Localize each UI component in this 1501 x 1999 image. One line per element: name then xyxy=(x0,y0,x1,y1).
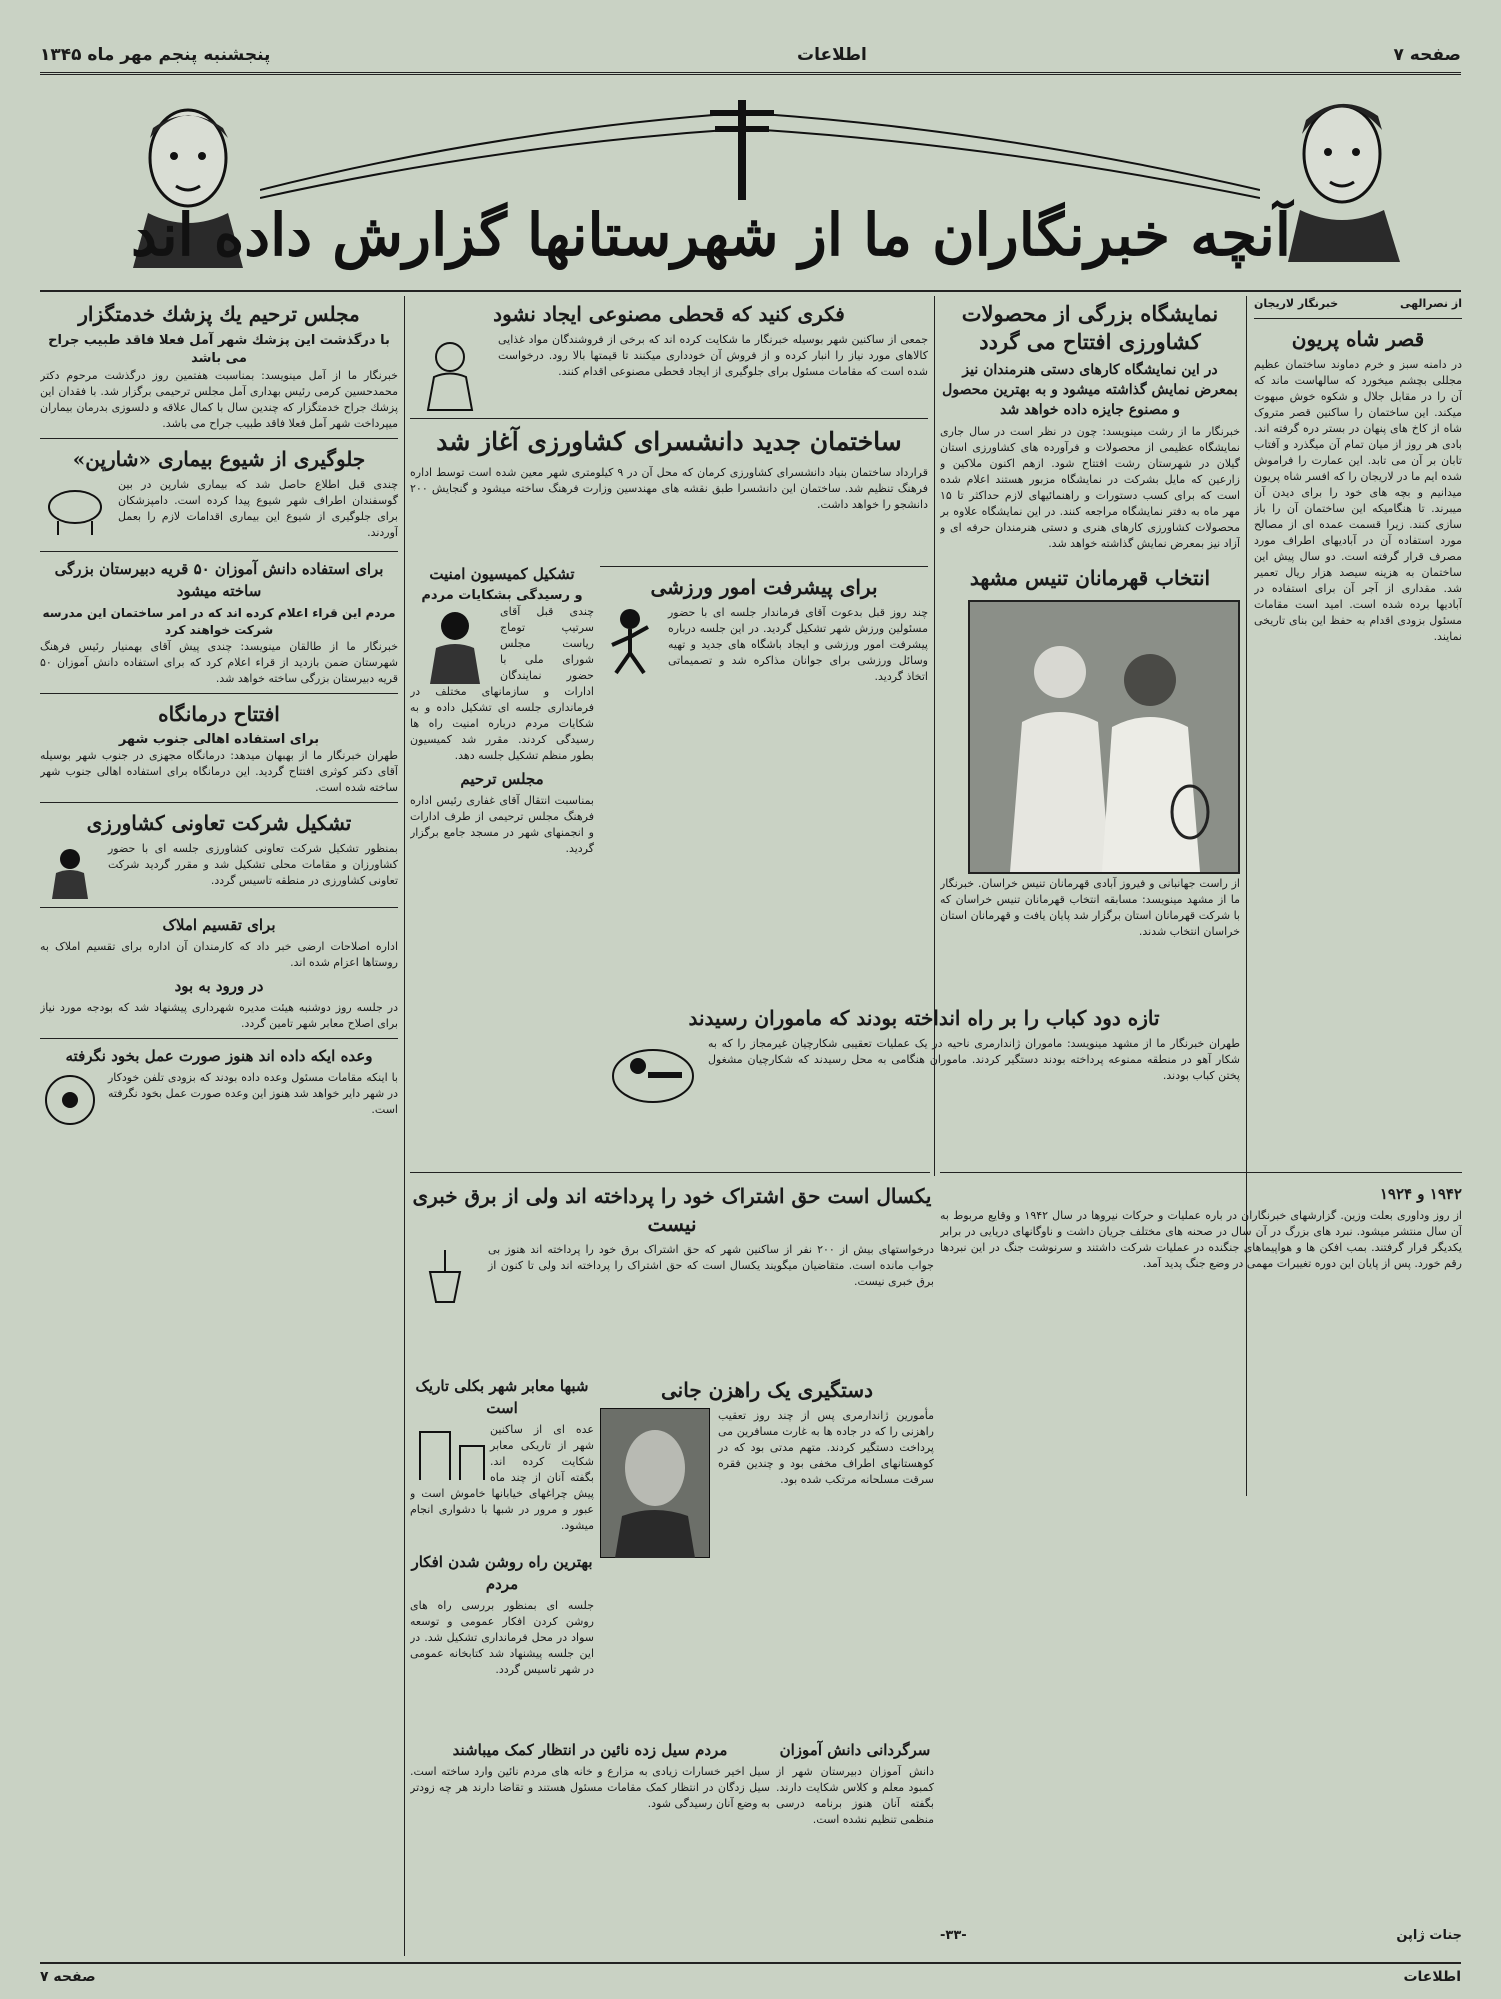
tennis-caption-text: از راست جهانبانی و فیروز آبادی قهرمانان تنیس خراسان. خبرنگار ما از مشهد مینویسد: مسابقه انتخاب قهرمانان تنیس خراسان که با شرکت قهرمانان استان برگزار شد پایان یافت و قهرمانان استان خراسان انتخاب شدند. xyxy=(940,877,1240,938)
divider xyxy=(1254,318,1462,319)
column-3-top xyxy=(410,296,928,556)
headline-bandit: دستگیری یک راهزن جانی xyxy=(660,1378,873,1402)
article-disease-body: چندی قبل اطلاع حاصل شد که بیماری شارپن در بین گوسفندان اطراف شهر شیوع پیدا کرده است. دامپزشکان برای جلوگیری از شیوع این بیماری اقدامات لازم را بعمل آوردند. xyxy=(118,478,398,539)
electricity-article xyxy=(410,1178,934,1368)
sheep-illustration-icon xyxy=(40,477,110,537)
headline-highschool: برای استفاده دانش آموزان ۵۰ قریه دبیرستان بزرگی ساخته میشود xyxy=(54,560,384,600)
hunter-illustration-icon xyxy=(608,1036,698,1106)
kabob-article xyxy=(608,1000,1240,1170)
soldier-illustration-icon xyxy=(410,604,500,684)
lamp-illustration-icon xyxy=(410,1242,480,1322)
headline-war: ۱۹۴۲ و ۱۹۲۴ xyxy=(1379,1185,1462,1203)
article-arrival-body: در جلسه روز دوشنبه هیئت مدیره شهرداری پیشنهاد شد که بودجه مورد نیاز برای اصلاح معابر شهر تامین گردد. xyxy=(40,1001,398,1030)
school-article xyxy=(776,1736,934,1956)
headline-land: برای تقسیم املاک xyxy=(162,916,276,934)
subhead-highschool: مردم این قراء اعلام کرده اند که در امر ساختمان این مدرسه شرکت خواهند کرد xyxy=(42,606,396,637)
athlete-illustration-icon xyxy=(600,605,660,675)
headline-disease: جلوگیری از شیوع بیماری «شارپن» xyxy=(72,447,366,471)
bandit-article xyxy=(600,1372,934,1732)
headline-famine: فکری کنید که قحطی مصنوعی ایجاد نشود xyxy=(493,302,845,326)
footer-paper: اطلاعات xyxy=(1403,1969,1461,1985)
headline-promise: وعده ایکه داده اند هنوز صورت عمل بخود نگرفته xyxy=(65,1047,373,1065)
divider xyxy=(40,907,398,908)
subhead-clinic: برای استفاده اهالی جنوب شهر xyxy=(118,732,320,747)
article-electricity-body: درخواستهای بیش از ۲۰۰ نفر از ساکنین شهر که حق اشتراک برق خود را پرداخته اند هنوز بی جواب مانده است. متقاضیان میگویند یکسال است که حق اشتراک را پرداخته اند ولی تا کنون از برق خبری نیست. xyxy=(488,1243,934,1288)
article-land-body: اداره اصلاحات ارضی خبر داد که کارمندان آن اداره برای تقسیم املاک به روستاها اعزام شده اند. xyxy=(40,940,398,969)
article-doctor-body: خبرنگار ما از آمل مینویسد: بمناسبت هفتمین روز درگذشت مرحوم دکتر محمدحسین کرمی رئیس بهداری آمل مجلس ترحیمی برگزار شد. با فقدان این پزشك جراح خدمتگزار که چندین سال با کمال علاقه و دلسوزی بدرمان بیماران میپرداخت شهر آمل فعلا فاقد طبیب جراح می باشد. xyxy=(40,369,398,430)
bandit-photo-icon xyxy=(600,1408,710,1558)
street-lamp-icon xyxy=(410,1422,490,1482)
column-3-middle xyxy=(600,560,928,950)
page-number: صفحه ۷ xyxy=(1393,45,1461,65)
article-promise-body: با اینکه مقامات مسئول وعده داده بودند که بزودی تلفن خودکار در شهر دایر خواهد شد هنوز این وعده صورت عمل بخود نگرفته است. xyxy=(108,1071,398,1116)
divider xyxy=(40,551,398,552)
article-famine-body: جمعی از ساکنین شهر بوسیله خبرنگار ما شکایت کرده اند که برخی از فروشندگان مواد غذایی کالاهای مورد نیاز را انبار کرده و از فروش آن خودداری میکنند تا قیمتها بالا رود. درخواست شده است که مقامات مسئول برای جلوگیری از ایجاد قحطی مصنوعی اقدام کنند. xyxy=(498,333,928,378)
article-security-body: چندی قبل آقای سرتیپ توماج ریاست مجلس شورای ملی با حضور نمایندگان ادارات و سازمانهای مختلف در فرمانداری جلسه ای تشکیل داده و به شکایات مردم درباره امنیت راه ها رسیدگی کردند. مقرر شد کمیسیون بطور منظم تشکیل جلسه دهد. xyxy=(410,605,594,762)
article-memorial-body: بمناسبت انتقال آقای غفاری رئیس اداره فرهنگ مجلس ترحیمی از طرف ادارات و انجمنهای شهر در مسجد جامع برگزار گردید. xyxy=(410,794,594,855)
article-cooperative-body: بمنظور تشکیل شرکت تعاونی کشاورزی جلسه ای با حضور کشاورزان و مقامات محلی تشکیل شد و مقرر گردید شرکت تعاونی کشاورزی در منطقه تاسیس گردد. xyxy=(108,842,398,887)
byline-author: از نصرالهی xyxy=(1399,297,1462,310)
page-header xyxy=(40,38,1461,75)
telegraph-wires-icon xyxy=(260,90,1260,200)
divider xyxy=(410,1172,930,1173)
war-signature-text: جنات ژاپن xyxy=(1396,1928,1462,1943)
article-flood-body: سیل اخیر خسارات زیادی به مزارع و خانه های مردم نائین وارد ساخته است. سیل زدگان در انتظار کمک مقامات مسئول هستند و تقاضا دارند هر چه زودتر به وضع آنان رسیدگی شود. xyxy=(410,1765,770,1810)
column-divider xyxy=(404,296,405,1956)
telephone-icon xyxy=(40,1070,100,1130)
divider xyxy=(940,1172,1462,1173)
column-2-top xyxy=(940,296,1240,556)
byline xyxy=(1254,296,1462,312)
headline-dark-streets: شبها معابر شهر بکلی تاریک است xyxy=(415,1377,589,1417)
column-4 xyxy=(40,296,398,1956)
tennis-title-box xyxy=(940,560,1240,590)
flood-article xyxy=(410,1736,770,1956)
headline-exhibition: نمایشگاه بزرگی از محصولات کشاورزی افتتاح می گردد xyxy=(961,301,1219,354)
headline-school: سرگردانی دانش آموزان xyxy=(779,1741,931,1759)
headline-tennis: انتخاب قهرمانان تنیس مشهد xyxy=(969,566,1211,590)
headline-doctor: مجلس ترحیم یك پزشك خدمتگزار xyxy=(78,302,360,326)
subhead-doctor: با درگذشت این پزشك شهر آمل فعلا فاقد طبیب جراح می باشد xyxy=(48,333,390,366)
headline-security: تشکیل کمیسیون امنیت xyxy=(429,565,575,583)
headline-ideas: بهترین راه روشن شدن افکار مردم xyxy=(411,1553,593,1593)
war-article xyxy=(940,1180,1462,1950)
divider xyxy=(410,418,928,419)
column-3-security xyxy=(410,560,594,950)
article-school-body: دانش آموزان دبیرستان شهر از کمبود معلم و کلاس شکایت دارند. بگفته آنان هنوز برنامه درسی منظمی تنظیم نشده است. xyxy=(776,1765,934,1826)
banner-title: آنچه خبرنگاران ما از شهرستانها گزارش داده اند xyxy=(131,201,1291,269)
article-war-body: از روز وداوری بعلت وزین. گزارشهای خبرنگاران در باره عملیات و حرکات نیروها در سال ۱۹۴۲ و وقایع مربوط به آن سال منتشر میشود. نبرد های بزرگ در آن سال در صحنه های مختلف جریان داشت و ناوگانهای دریایی در برابر یکدیگر قرار گرفتند. بمب افکن ها و هواپیماهای جنگنده در عملیات شرکت داشتند و سرنوشت جنگ در این نبردها رقم خورد. پس از پایان این دوره تغییرات مهمی در وضع جنگ پدید آمد. xyxy=(940,1209,1462,1270)
paper-name: اطلاعات xyxy=(797,45,867,65)
ideas-article xyxy=(410,1548,594,1728)
column-divider xyxy=(934,296,935,1176)
byline-role: خبرنگار لاریجان xyxy=(1254,297,1339,310)
headline-sports: برای پیشرفت امور ورزشی xyxy=(650,575,878,599)
headline-arrival: در ورود به بود xyxy=(174,977,264,995)
divider xyxy=(40,802,398,803)
article-kabob-body: طهران خبرنگار ما از مشهد مینویسد: ماموران ژاندارمری ناحیه در یک عملیات تعقیبی شکارچیان غیرمجاز را که به شکار آهو در منطقه ممنوعه پرداخته بودند دستگیر کردند. ماموران هنگامی به محل رسیدند که شکارچیان مشغول پختن کباب بودند. xyxy=(708,1037,1240,1082)
divider xyxy=(40,438,398,439)
reporter-portrait-right-icon xyxy=(1280,92,1410,262)
tennis-players-icon xyxy=(970,602,1238,872)
war-page-number: -۳۳- xyxy=(940,1928,967,1943)
war-signature xyxy=(940,1928,1462,1944)
section-banner xyxy=(40,80,1461,292)
article-clinic-body: طهران خبرنگار ما از بهبهان میدهد: درمانگاه مجهزی در جنوب شهر بوسیله آقای دکتر کوثری افتتاح گردید. این درمانگاه برای استفاده اهالی جنوب شهر ساخته شده است. xyxy=(40,749,398,794)
divider xyxy=(40,693,398,694)
article-ideas-body: جلسه ای بمنظور بررسی راه های روشن کردن افکار عمومی و توسعه سواد در محل فرمانداری تشکیل شد. در این جلسه پیشنهاد شد کتابخانه عمومی در شهر تاسیس گردد. xyxy=(410,1599,594,1676)
tennis-caption xyxy=(940,876,1240,996)
article-dark-streets-body: عده ای از ساکنین شهر از تاریکی معابر شکایت کرده اند. بگفته آنان از چند ماه پیش چراغهای خیابانها خاموش است و عبور و مرور در شبها با دشواری انجام میشود. xyxy=(410,1423,594,1532)
article-sports-body: چند روز قبل بدعوت آقای فرماندار جلسه ای با حضور مسئولین ورزش شهر تشکیل گردید. در این جلسه درباره پیشرفت امور ورزشی و ایجاد باشگاه های جدید و تهیه وسائل ورزشی برای جوانان مذاکره شد و تصمیماتی اتخاذ گردید. xyxy=(668,606,928,683)
headline-clinic: افتتاح درمانگاه xyxy=(158,702,280,726)
page-footer xyxy=(40,1962,1461,1990)
headline-electricity: یکسال است حق اشتراک خود را پرداخته اند ولی از برق خبری نیست xyxy=(412,1184,932,1236)
headline-memorial: مجلس ترحیم xyxy=(460,770,544,788)
headline-cooperative: تشکیل شرکت تعاونی کشاورزی xyxy=(86,811,352,835)
headline-flood: مردم سیل زده نائین در انتظار کمک میباشند xyxy=(452,1741,728,1759)
headline-college: ساختمان جدید دانشسرای کشاورزی آغاز شد xyxy=(436,427,902,456)
divider xyxy=(600,566,928,567)
tennis-photo xyxy=(968,600,1240,874)
farmer-illustration-icon xyxy=(40,841,100,901)
article-exhibition-body: خبرنگار ما از رشت مینویسد: چون در نظر است در سال جاری نمایشگاه عظیمی از محصولات و فرآورده های کشاورزی استان گیلان در شهرستان رشت افتتاح شود. ازهم اکنون ملاکین و زارعین که مایل بشرکت در نمایشگاه مزبور هستند اعلام شده است که برای کسب دستورات و راهنمائیهای لازم حداکثر تا ۱۵ مهر ماه به دفتر نمایشگاه مراجعه کنند. در این نمایشگاه علاوه بر محصولات کشاورزی کارهای هنری و دستی هنرمندان حرفه ای و آزاد نیز بمعرض نمایش گذاشته خواهد شد. xyxy=(940,425,1240,550)
deck-exhibition: در این نمایشگاه کارهای دستی هنرمندان نیز بمعرض نمایش گذاشته میشود و به بهترین محصول و مصنوع جایزه داده خواهد شد xyxy=(942,362,1238,418)
divider xyxy=(40,1038,398,1039)
grocer-illustration-icon xyxy=(410,332,490,412)
article-college-body: قرارداد ساختمان بنیاد دانشسرای کشاورزی کرمان که محل آن در ۹ کیلومتری شهر معین شده است توسط اداره فرهنگ تنظیم شد. ساختمان این دانشسرا طبق نقشه های مهندسین وزارت فرهنگ ساخته میشود و گنجایش ۲۰۰ دانشجو را خواهد داشت. xyxy=(410,466,928,511)
issue-date: پنجشنبه پنجم مهر ماه ۱۳۴۵ xyxy=(40,45,271,65)
article-castle-body: در دامنه سبز و خرم دماوند ساختمان عظیم مجللی بچشم میخورد که سالهاست ماند که آن را در مقابل جلال و شکوه خوش مبهوت میکند. این ساختمان را ساکنین قصر متروک شاه از کاخ های پنهان در بستر دره گرفته اند. بادی هر روز از میان تمام آن میگذرد و آفتاب تابان بر آن می تابد. این عمارت را فراموش شده ایم ما در لاریجان را که افسر شاه پریون میدانیم و بچه های خود را برای دیدن آن میبرند. تا هنگامیکه این ساختمان آن را باز سازی کنند. زیرا قسمت عمده ای از مصالح مورد استفاده آن در آبادیهای اطراف مورد مصرف قرار گرفته است. دو سال پیش این ساختمان به هزینه سیصد هزار ریال تعمیر شد. مقداری از آجر آن برای استفاده در آبادیها برده شده است. امید است مقامات مسئول بزودی اقدام به حفظ این بنای تاریخی نمایند. xyxy=(1254,358,1462,643)
subhead-security: و رسیدگی بشکایات مردم xyxy=(421,588,583,603)
headline-kabob: تازه دود کباب را بر راه انداخته بودند که ماموران رسیدند xyxy=(688,1006,1160,1030)
article-highschool-body: خبرنگار ما از طالقان مینویسد: چندی پیش آقای بهمنیار رئیس فرهنگ شهرستان ضمن بازدید از قراء اعلام کرد که برای استفاده دانش آموزان ۵۰ قریه دبیرستان بزرگی ساخته خواهد شد. xyxy=(40,640,398,685)
article-bandit-body: مأمورین ژاندارمری پس از چند روز تعقیب راهزنی را که در جاده ها به غارت مسافرین می پرداخت دستگیر کردند. متهم مدتی بود که در کوهستانهای اطراف مخفی بود و چندین فقره سرقت مسلحانه مرتکب شده بود. xyxy=(718,1409,934,1486)
footer-page: صفحه ۷ xyxy=(40,1969,96,1985)
headline-castle: قصر شاه پریون xyxy=(1291,327,1425,351)
